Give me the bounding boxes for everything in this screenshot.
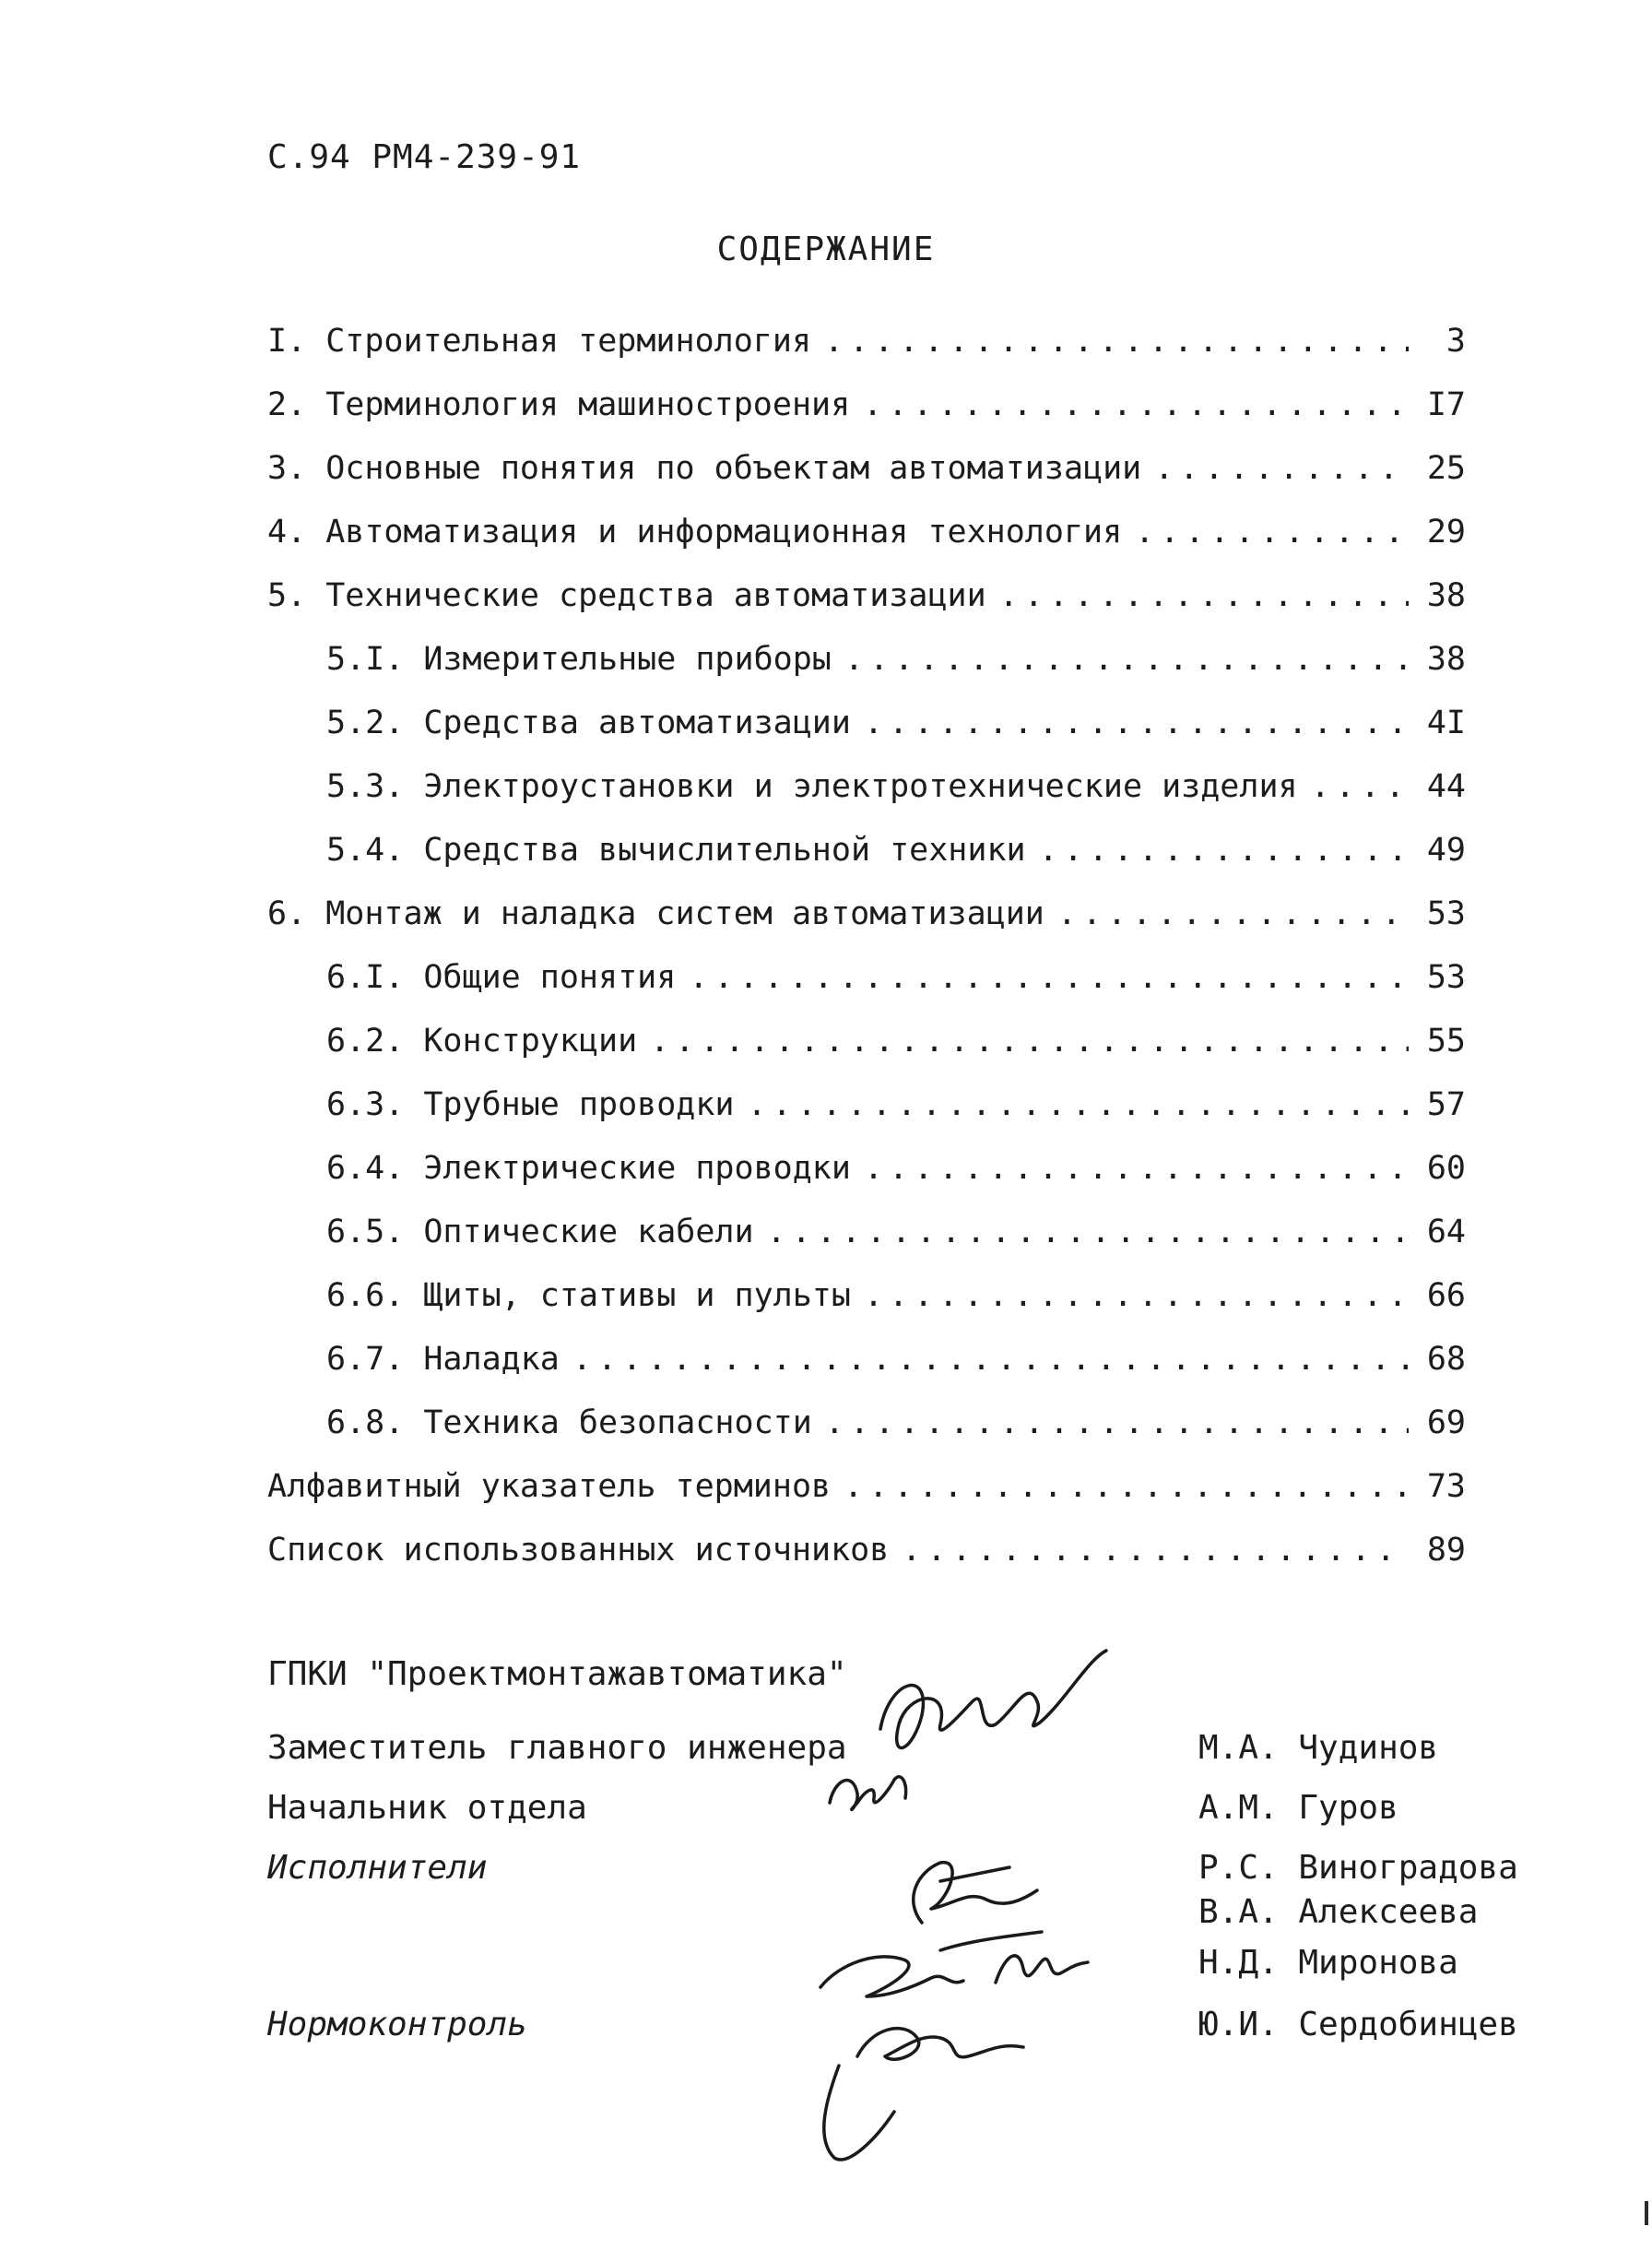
- toc-entry-page: 73: [1426, 1468, 1466, 1505]
- toc-entry-page: 44: [1426, 768, 1466, 805]
- toc-entry-page: 29: [1426, 514, 1466, 551]
- toc-entry-label: 6.2. Конструкции: [326, 1023, 638, 1060]
- toc-entry: [267, 895, 1466, 942]
- role-executors: Исполнители: [267, 1849, 488, 1887]
- role-deputy-chief-engineer: Заместитель главного инженера: [267, 1729, 847, 1767]
- toc-entry-label: I. Строительная терминология: [267, 323, 812, 360]
- document-code: С.94 РМ4-239-91: [267, 138, 582, 176]
- toc-subentry: [326, 768, 1466, 814]
- toc-entry-page: 4I: [1426, 705, 1466, 741]
- toc-entry-label: 6.7. Наладка: [326, 1341, 560, 1378]
- toc-entry-label: 5. Технические средства автоматизации: [267, 577, 986, 614]
- role-department-head: Начальник отдела: [267, 1789, 587, 1827]
- toc-dot-leader: [902, 1532, 1409, 1569]
- toc-entry-label: Список использованных источников: [267, 1532, 890, 1569]
- toc-entry-page: 49: [1426, 832, 1466, 869]
- name-deputy: М.А. Чудинов: [1198, 1729, 1439, 1767]
- organization-name: ГПКИ "Проектмонтажавтоматика": [267, 1655, 847, 1693]
- toc-entry-page: I7: [1426, 386, 1466, 423]
- toc-entry-page: 38: [1426, 577, 1466, 614]
- toc-dot-leader: [689, 959, 1409, 996]
- role-norm-control: Нормоконтроль: [267, 2006, 527, 2043]
- toc-entry-page: 25: [1426, 450, 1466, 487]
- toc-entry-label: 3. Основные понятия по объектам автоматизации: [267, 450, 1142, 487]
- toc-subentry: [326, 1086, 1466, 1132]
- toc-subentry: [326, 1341, 1466, 1387]
- signature-head: [830, 1777, 906, 1810]
- toc-subentry: [326, 1214, 1466, 1260]
- signature-executor-2: [820, 1932, 1042, 1996]
- toc-entry-label: 6.6. Щиты, стативы и пульты: [326, 1277, 851, 1314]
- name-executor-2: В.А. Алексеева: [1198, 1893, 1479, 1931]
- toc-subentry: [326, 1150, 1466, 1196]
- toc-entry-page: 66: [1426, 1277, 1466, 1314]
- toc-entry-label: 5.4. Средства вычислительной техники: [326, 832, 1026, 869]
- signature-norm-controller: [824, 2029, 1023, 2160]
- toc-entry-page: 57: [1426, 1086, 1466, 1123]
- toc-subentry: [326, 1277, 1466, 1323]
- toc-dot-leader: [572, 1341, 1409, 1378]
- name-executor-1: Р.С. Виноградова: [1198, 1849, 1518, 1887]
- toc-entry-label: 6. Монтаж и наладка систем автоматизации: [267, 895, 1044, 932]
- toc-dot-leader: [1311, 768, 1409, 805]
- toc-subentry: [326, 832, 1466, 878]
- toc-entry-label: 6.I. Общие понятия: [326, 959, 677, 996]
- toc-entry: [267, 1468, 1466, 1514]
- toc-dot-leader: [864, 1277, 1409, 1314]
- toc-entry-label: 6.8. Техника безопасности: [326, 1404, 812, 1441]
- toc-entry-label: 5.3. Электроустановки и электротехнические изделия: [326, 768, 1298, 805]
- toc-subentry: [326, 641, 1466, 687]
- toc-entry: [267, 386, 1466, 432]
- toc-entry: [267, 450, 1466, 496]
- toc-entry-page: 53: [1426, 959, 1466, 996]
- toc-entry-label: 6.5. Оптические кабели: [326, 1214, 754, 1250]
- name-executor-3: Н.Д. Миронова: [1198, 1944, 1458, 1982]
- toc-entry-page: 55: [1426, 1023, 1466, 1060]
- toc-entry-page: 64: [1426, 1214, 1466, 1250]
- toc-entry-label: 6.4. Электрические проводки: [326, 1150, 851, 1187]
- toc-entry-label: Алфавитный указатель терминов: [267, 1468, 832, 1505]
- signature-executor-1: [914, 1863, 1037, 1923]
- toc-dot-leader: [999, 577, 1409, 614]
- toc-entry-page: 3: [1446, 323, 1466, 360]
- toc-dot-leader: [650, 1023, 1409, 1060]
- toc-entry: [267, 514, 1466, 560]
- toc-entry-page: 89: [1426, 1532, 1466, 1569]
- toc-entry-page: 53: [1426, 895, 1466, 932]
- toc-dot-leader: [767, 1214, 1409, 1250]
- toc-entry-label: 4. Автоматизация и информационная технология: [267, 514, 1123, 551]
- name-department-head: А.М. Гуров: [1198, 1789, 1398, 1827]
- toc-dot-leader: [1039, 832, 1409, 869]
- toc-dot-leader: [824, 323, 1409, 360]
- toc-entry-page: 68: [1426, 1341, 1466, 1378]
- toc-dot-leader: [863, 386, 1409, 423]
- toc-dot-leader: [864, 1150, 1409, 1187]
- toc-subentry: [326, 705, 1466, 751]
- toc-entry-page: 38: [1426, 641, 1466, 678]
- toc-entry-label: 6.3. Трубные проводки: [326, 1086, 735, 1123]
- toc-dot-leader: [748, 1086, 1409, 1123]
- toc-entry-page: 69: [1426, 1404, 1466, 1441]
- toc-entry: [267, 577, 1466, 623]
- toc-subentry: [326, 1404, 1466, 1451]
- toc-dot-leader: [825, 1404, 1409, 1441]
- toc-entry-label: 2. Терминология машиностроения: [267, 386, 851, 423]
- toc-entry: [267, 1532, 1466, 1578]
- toc-dot-leader: [844, 641, 1409, 678]
- toc-entry-label: 5.2. Средства автоматизации: [326, 705, 851, 741]
- toc-subentry: [326, 1023, 1466, 1069]
- toc-entry-label: 5.I. Измерительные приборы: [326, 641, 832, 678]
- scan-edge-mark: [1645, 2201, 1648, 2225]
- toc-entry: [267, 323, 1466, 369]
- toc-dot-leader: [844, 1468, 1409, 1505]
- toc-dot-leader: [1154, 450, 1409, 487]
- toc-subentry: [326, 959, 1466, 1005]
- approval-block: [267, 1655, 1558, 2162]
- signature-executor-3: [996, 1956, 1088, 1983]
- toc-dot-leader: [864, 705, 1409, 741]
- toc-dot-leader: [1135, 514, 1409, 551]
- signature-deputy: [880, 1651, 1106, 1747]
- toc-entry-page: 60: [1426, 1150, 1466, 1187]
- page-title: СОДЕРЖАНИЕ: [716, 231, 936, 268]
- toc-dot-leader: [1057, 895, 1409, 932]
- name-norm-controller: Ю.И. Сердобинцев: [1198, 2006, 1518, 2043]
